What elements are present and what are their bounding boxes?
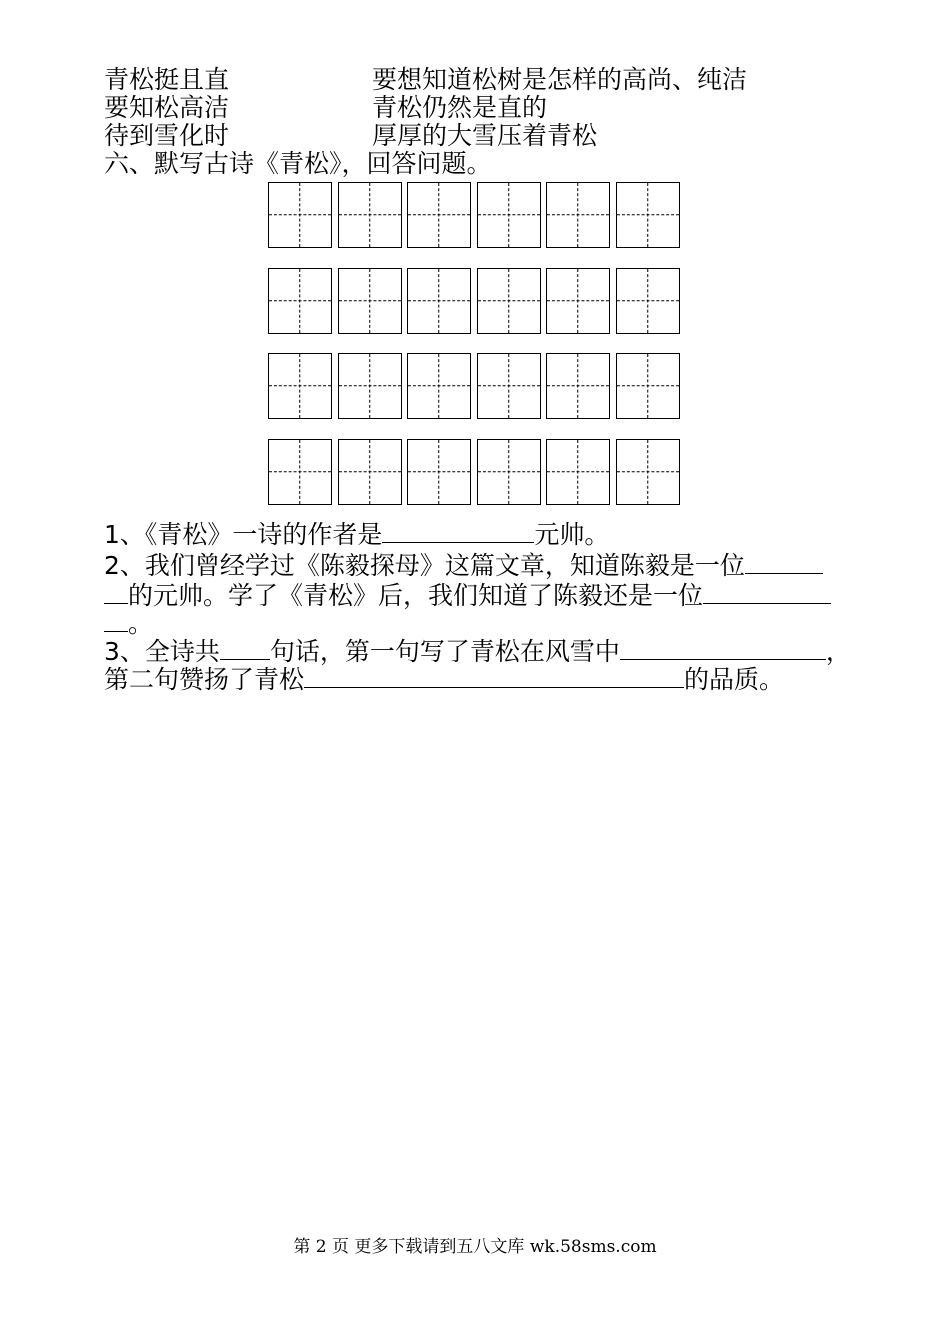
grid-cell[interactable] [407,268,471,334]
grid-guide-horizontal [547,471,609,472]
q1-text: 1、《青松》一诗的作者是 [104,520,383,549]
q3-text-5: 的品质。 [684,665,785,694]
grid-guide-horizontal [339,300,401,301]
grid-guide-horizontal [339,214,401,215]
grid-cell[interactable] [338,182,402,248]
question-2-line-3 [104,607,153,638]
q2-blank-1a[interactable] [745,549,823,574]
q2-blank-1b[interactable] [104,579,128,604]
q2-blank-2a[interactable] [703,579,831,604]
page-footer: 第 2 页 更多下载请到五八文库 wk.58sms.com [293,1237,657,1257]
grid-guide-horizontal [339,471,401,472]
grid-guide-horizontal [408,214,470,215]
q3-blank-1[interactable] [220,635,270,660]
writing-grid [268,182,684,510]
q3-blank-3[interactable] [304,663,684,688]
q2-text-2: 的元帅。学了《青松》后，我们知道了陈毅还是一位 [128,581,704,610]
grid-guide-horizontal [617,471,679,472]
match-right-2: 青松仍然是直的 [372,93,548,122]
grid-cell[interactable] [477,353,541,419]
grid-cell[interactable] [546,353,610,419]
grid-cell[interactable] [616,182,680,248]
q2-text-3: 。 [128,609,154,638]
grid-guide-horizontal [478,214,540,215]
match-right-3: 厚厚的大雪压着青松 [372,121,598,150]
q3-text-2: 句话，第一句写了青松在风雪中 [269,637,620,666]
question-2-line-2 [104,579,831,610]
grid-cell[interactable] [616,439,680,505]
grid-guide-horizontal [339,385,401,386]
match-right-1: 要想知道松树是怎样的高尚、纯洁 [372,65,748,94]
grid-cell[interactable] [477,182,541,248]
grid-cell[interactable] [407,439,471,505]
question-1 [104,518,609,549]
q3-text-1: 3、全诗共 [104,637,220,666]
match-left-1: 青松挺且直 [104,65,230,94]
grid-guide-horizontal [269,214,331,215]
grid-cell[interactable] [616,353,680,419]
grid-guide-horizontal [617,300,679,301]
question-3-line-2 [104,663,784,694]
grid-cell[interactable] [268,439,332,505]
grid-guide-horizontal [547,385,609,386]
grid-cell[interactable] [546,439,610,505]
grid-cell[interactable] [546,182,610,248]
grid-cell[interactable] [338,268,402,334]
grid-guide-horizontal [408,300,470,301]
q1-suffix: 元帅。 [534,520,610,549]
grid-cell[interactable] [338,353,402,419]
grid-cell[interactable] [616,268,680,334]
grid-guide-horizontal [269,300,331,301]
grid-guide-horizontal [269,385,331,386]
q1-blank[interactable] [382,518,534,543]
match-left-3: 待到雪化时 [104,121,230,150]
grid-guide-horizontal [478,471,540,472]
question-3-line-1 [104,635,851,666]
q3-blank-2[interactable] [620,635,826,660]
grid-cell[interactable] [407,353,471,419]
grid-guide-horizontal [617,214,679,215]
grid-guide-horizontal [478,385,540,386]
grid-guide-horizontal [547,300,609,301]
grid-cell[interactable] [407,182,471,248]
grid-cell[interactable] [546,268,610,334]
section-6-title: 六、默写古诗《青松》，回答问题。 [104,149,492,178]
grid-guide-horizontal [617,385,679,386]
grid-cell[interactable] [268,182,332,248]
grid-guide-horizontal [408,385,470,386]
question-2-line-1 [104,549,823,580]
grid-guide-horizontal [408,471,470,472]
grid-guide-horizontal [547,214,609,215]
grid-cell[interactable] [338,439,402,505]
q2-blank-2b[interactable] [104,607,128,632]
grid-cell[interactable] [477,268,541,334]
grid-cell[interactable] [477,439,541,505]
match-left-2: 要知松高洁 [104,93,230,122]
grid-cell[interactable] [268,353,332,419]
q3-text-3: ， [825,637,851,666]
grid-guide-horizontal [478,300,540,301]
grid-guide-horizontal [269,471,331,472]
q2-text-1: 2、我们曾经学过《陈毅探母》这篇文章，知道陈毅是一位 [104,551,745,580]
q3-text-4: 第二句赞扬了青松 [104,665,305,694]
grid-cell[interactable] [268,268,332,334]
